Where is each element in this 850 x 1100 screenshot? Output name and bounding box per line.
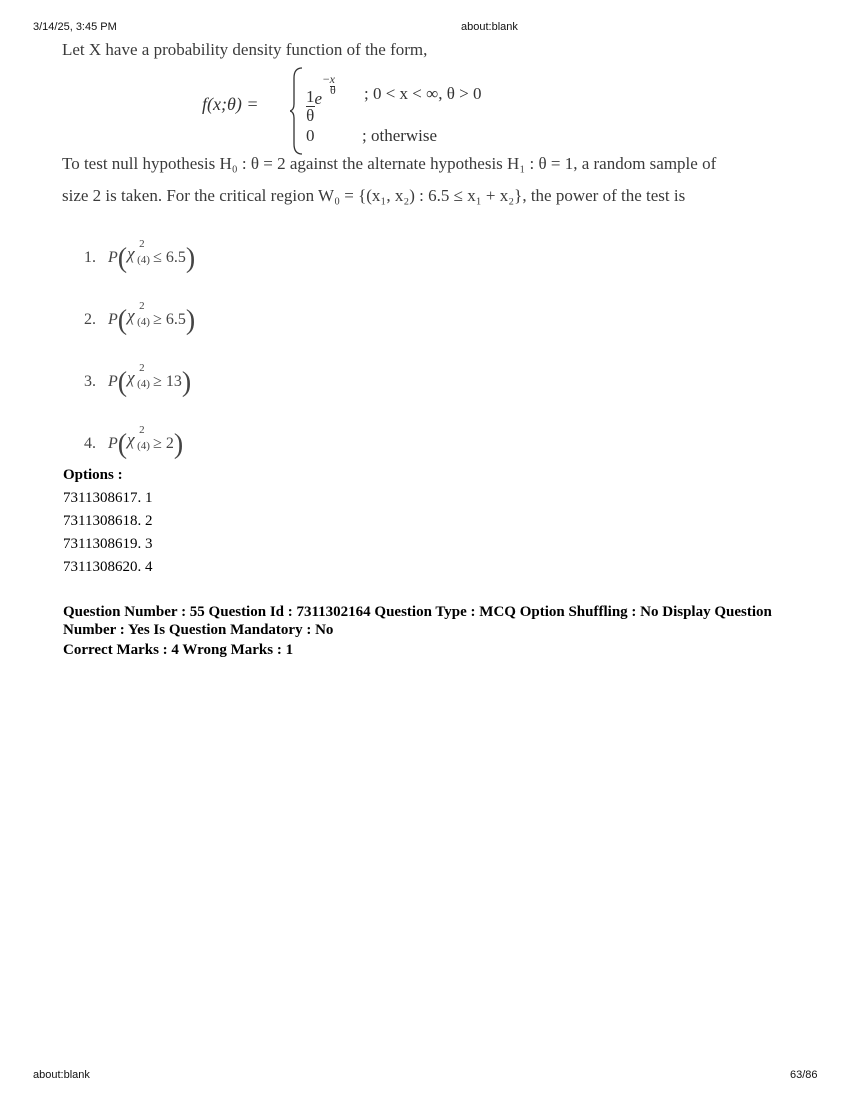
option-item: 7311308620. 4 xyxy=(63,559,153,575)
chi-square-symbol: χ 2 (4) xyxy=(127,300,150,328)
question-line-3: size 2 is taken. For the critical region W₀ = {(x₁, x₂) : 6.5 ≤ x₁ + x₂}, the power of the test is xyxy=(62,186,686,205)
option-item: 7311308617. 1 xyxy=(63,490,153,506)
pdf-case1-expr: $\frac{1}{\theta}$ e −x θ xyxy=(306,72,336,125)
pdf-brace xyxy=(290,66,304,156)
chi-square-symbol: χ 2 (4) xyxy=(127,362,150,390)
footer-url: about:blank xyxy=(33,1069,90,1081)
question-intro: Let X have a probability density function of the form, xyxy=(62,40,428,59)
choice-1: 1. P( χ 2 (4) ≤ 6.5) xyxy=(84,238,196,274)
pdf-lhs: f(x;θ) = xyxy=(202,94,259,114)
print-url: about:blank xyxy=(461,21,518,33)
choice-relation: ≤ 6.5 xyxy=(153,249,186,266)
choice-number: 4. xyxy=(84,435,96,452)
options-block xyxy=(63,464,152,579)
question-meta: Question Number : 55 Question Id : 7311302164 Question Type : MCQ Option Shuffling : No Display Question Number : Yes Is Question Mandatory : No xyxy=(63,604,772,638)
choice-relation: ≥ 2 xyxy=(153,435,174,452)
question-line-2: To test null hypothesis H₀ : θ = 2 against the alternate hypothesis H₁ : θ = 1, a random sample of xyxy=(62,154,717,173)
choice-3: 3. P( χ 2 (4) ≥ 13) xyxy=(84,362,192,398)
pdf-definition xyxy=(202,64,522,156)
option-item: 7311308618. 2 xyxy=(63,513,153,529)
choice-2: 2. P( χ 2 (4) ≥ 6.5) xyxy=(84,300,196,336)
print-datetime: 3/14/25, 3:45 PM xyxy=(33,21,117,33)
chi-square-symbol: χ 2 (4) xyxy=(127,238,150,266)
options-label: Options : xyxy=(63,467,123,483)
pdf-case1-cond: ; 0 < x < ∞, θ > 0 xyxy=(364,84,482,103)
choice-relation: ≥ 6.5 xyxy=(153,311,186,328)
pdf-case2-cond: ; otherwise xyxy=(362,126,438,145)
choice-number: 1. xyxy=(84,249,96,266)
marks-info: Correct Marks : 4 Wrong Marks : 1 xyxy=(63,642,294,658)
option-item: 7311308619. 3 xyxy=(63,536,153,552)
choice-relation: ≥ 13 xyxy=(153,373,182,390)
pdf-case2-expr: 0 xyxy=(306,126,315,145)
choice-number: 2. xyxy=(84,311,96,328)
question-image xyxy=(62,36,802,468)
chi-square-symbol: χ 2 (4) xyxy=(127,424,150,452)
choice-4: 4. P( χ 2 (4) ≥ 2) xyxy=(84,424,184,460)
choice-number: 3. xyxy=(84,373,96,390)
page-number: 63/86 xyxy=(790,1069,818,1081)
